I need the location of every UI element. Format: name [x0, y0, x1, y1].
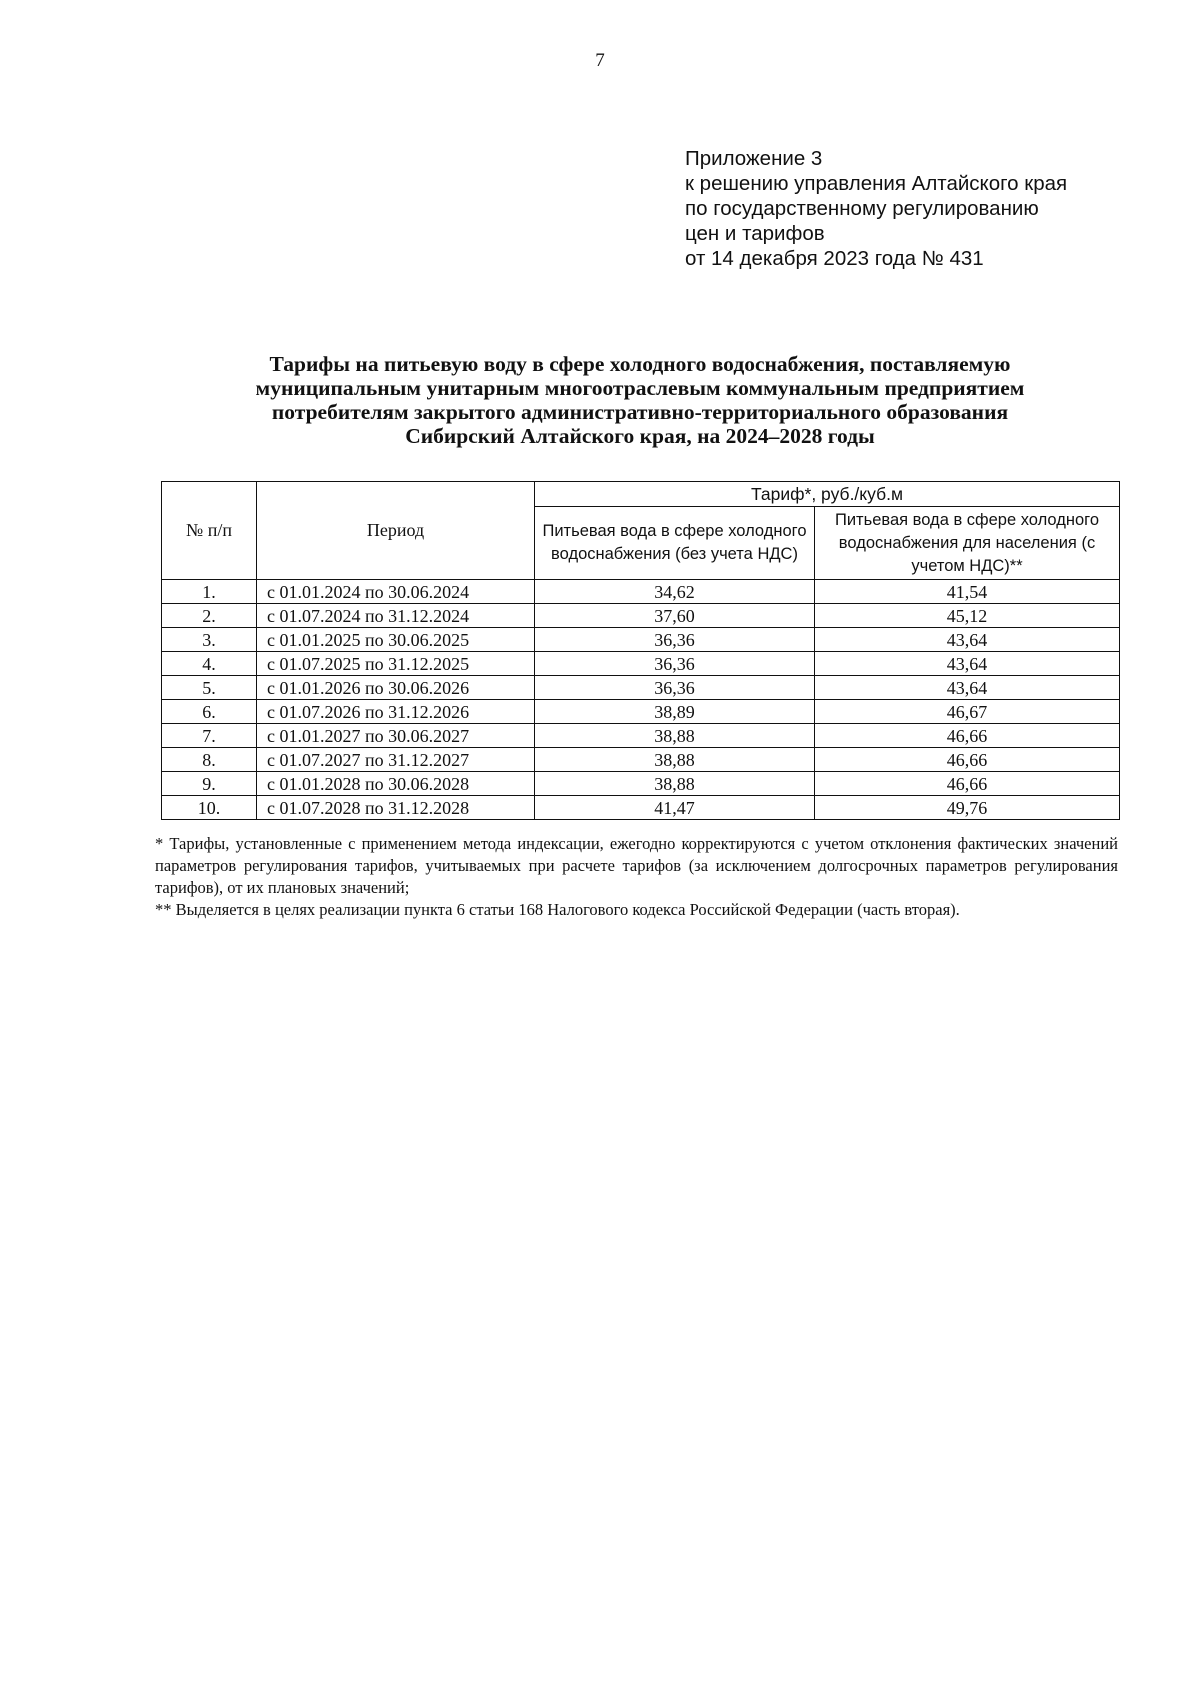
footnote-1: * Тарифы, установленные с применением метода индексации, ежегодно корректируются с учетом отклонения фактических значений параметров регулирования тарифов, учитываемых при расчете тарифов (за исключением долгосрочных параметров регулирования тарифов), от их плановых значений; [155, 834, 1118, 897]
page-number: 7 [595, 50, 605, 71]
table-row [162, 652, 1120, 676]
tariff-without-vat-cell: 38,88 [535, 748, 815, 772]
tariff-without-vat-cell: 38,88 [535, 724, 815, 748]
tariff-without-vat-cell: 36,36 [535, 628, 815, 652]
period-cell: с 01.07.2025 по 31.12.2025 [257, 652, 535, 676]
table-row [162, 748, 1120, 772]
period-cell: с 01.01.2024 по 30.06.2024 [257, 580, 535, 604]
tariff-without-vat-cell: 38,88 [535, 772, 815, 796]
footnote-2: ** Выделяется в целях реализации пункта 6 статьи 168 Налогового кодекса Российской Федерации (часть вторая). [155, 900, 960, 919]
period-cell: с 01.07.2024 по 31.12.2024 [257, 604, 535, 628]
period-cell: с 01.07.2026 по 31.12.2026 [257, 700, 535, 724]
table-row [162, 796, 1120, 820]
header-number: № п/п [162, 482, 257, 580]
table-row [162, 604, 1120, 628]
table-row [162, 700, 1120, 724]
appendix-line: цен и тарифов [685, 222, 825, 245]
row-number-cell: 10. [162, 796, 257, 820]
row-number-cell: 2. [162, 604, 257, 628]
period-cell: с 01.01.2028 по 30.06.2028 [257, 772, 535, 796]
tariff-table [161, 481, 1120, 820]
period-cell: с 01.07.2028 по 31.12.2028 [257, 796, 535, 820]
tariff-with-vat-cell: 46,66 [815, 772, 1120, 796]
period-cell: с 01.07.2027 по 31.12.2027 [257, 748, 535, 772]
row-number-cell: 6. [162, 700, 257, 724]
appendix-line: Приложение 3 [685, 147, 823, 170]
tariff-without-vat-cell: 36,36 [535, 652, 815, 676]
row-number-cell: 9. [162, 772, 257, 796]
appendix-line: от 14 декабря 2023 года № 431 [685, 247, 984, 270]
period-cell: с 01.01.2025 по 30.06.2025 [257, 628, 535, 652]
title-line: потребителям закрытого административно-территориального образования [271, 400, 1009, 424]
header-period: Период [257, 482, 535, 580]
tariff-with-vat-cell: 45,12 [815, 604, 1120, 628]
tariff-with-vat-cell: 43,64 [815, 628, 1120, 652]
footnotes [155, 833, 1118, 921]
tariff-without-vat-cell: 41,47 [535, 796, 815, 820]
tariff-with-vat-cell: 49,76 [815, 796, 1120, 820]
tariff-with-vat-cell: 41,54 [815, 580, 1120, 604]
appendix-line: по государственному регулированию [685, 197, 1039, 220]
tariff-with-vat-cell: 46,67 [815, 700, 1120, 724]
row-number-cell: 3. [162, 628, 257, 652]
appendix-line: к решению управления Алтайского края [685, 172, 1068, 195]
header-with-vat: Питьевая вода в сфере холодного водоснабжения для населения (с учетом НДС)** [815, 507, 1120, 580]
table-row [162, 580, 1120, 604]
row-number-cell: 8. [162, 748, 257, 772]
table-row [162, 628, 1120, 652]
title-line: муниципальным унитарным многоотраслевым коммунальным предприятием [255, 376, 1025, 400]
row-number-cell: 1. [162, 580, 257, 604]
tariff-without-vat-cell: 36,36 [535, 676, 815, 700]
tariff-with-vat-cell: 46,66 [815, 748, 1120, 772]
tariff-with-vat-cell: 43,64 [815, 676, 1120, 700]
table-row [162, 676, 1120, 700]
header-without-vat: Питьевая вода в сфере холодного водоснабжения (без учета НДС) [535, 507, 815, 580]
appendix-block [685, 146, 1115, 271]
title-line: Сибирский Алтайского края, на 2024–2028 годы [405, 424, 875, 448]
document-title [160, 352, 1120, 448]
tariff-without-vat-cell: 37,60 [535, 604, 815, 628]
tariff-with-vat-cell: 46,66 [815, 724, 1120, 748]
row-number-cell: 7. [162, 724, 257, 748]
tariff-without-vat-cell: 34,62 [535, 580, 815, 604]
title-line: Тарифы на питьевую воду в сфере холодного водоснабжения, поставляемую [269, 352, 1011, 376]
row-number-cell: 4. [162, 652, 257, 676]
tariff-with-vat-cell: 43,64 [815, 652, 1120, 676]
table-row [162, 772, 1120, 796]
table-row [162, 724, 1120, 748]
row-number-cell: 5. [162, 676, 257, 700]
tariff-without-vat-cell: 38,89 [535, 700, 815, 724]
header-tariff-group: Тариф*, руб./куб.м [535, 482, 1120, 507]
period-cell: с 01.01.2026 по 30.06.2026 [257, 676, 535, 700]
period-cell: с 01.01.2027 по 30.06.2027 [257, 724, 535, 748]
